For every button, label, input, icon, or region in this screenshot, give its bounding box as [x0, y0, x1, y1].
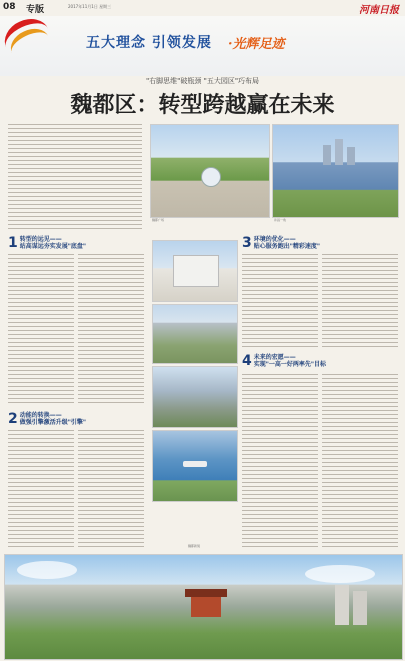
subtitle: "右脚思维"破瓶颈 "五大园区"巧布局 — [145, 77, 260, 85]
headline: 魏都区：转型跨越赢在未来 — [70, 92, 335, 118]
section-2-number: 2 — [8, 411, 18, 427]
section-3-text-a — [242, 254, 318, 350]
section-3-line1: 环境的优化—— — [253, 236, 296, 243]
banner-slogan: ·光辉足迹 — [228, 37, 285, 52]
section-1-text-b — [78, 254, 144, 404]
town-photo — [152, 366, 238, 428]
section-3-text-b — [322, 254, 398, 350]
section-3-number: 3 — [242, 235, 252, 251]
section-4-line1: 未来的宏愿—— — [253, 354, 296, 361]
section-1-line2: 站高谋远夯实发展"底盘" — [19, 243, 87, 250]
section-2-text-b — [78, 430, 144, 550]
section-4-number: 4 — [242, 353, 252, 369]
banner-theme: 五大理念 引领发展 — [86, 35, 212, 51]
section-1-text-a — [8, 254, 74, 404]
section-4-text-a — [242, 374, 318, 550]
river-photo — [152, 430, 238, 502]
section-3-line2: 贴心服务跑出"精彩速度" — [253, 243, 321, 250]
section-2-line1: 动能的转换—— — [19, 412, 62, 419]
skyline-photo — [272, 124, 399, 218]
section-4-text-b — [322, 374, 398, 550]
fountain-caption: 魏都广场 — [152, 218, 165, 222]
intro-text — [8, 124, 142, 232]
building-photo — [152, 240, 238, 302]
section-3-title — [242, 236, 398, 250]
publish-date: 2017年11月1日 星期三 — [68, 4, 112, 9]
campus-photo — [152, 304, 238, 364]
section-1-line1: 转型的远见—— — [19, 236, 62, 243]
section-1-number: 1 — [8, 235, 18, 251]
river-caption: 魏都新貌 — [188, 544, 201, 548]
section-1-title — [8, 236, 148, 250]
section-4-title — [242, 354, 398, 368]
page-header — [0, 0, 405, 17]
section-2-line2: 做强引擎激活升级"引擎" — [19, 419, 87, 426]
section-name: 专版 — [26, 5, 45, 15]
fountain-photo — [150, 124, 270, 218]
skyline-caption: 许昌一角 — [274, 218, 287, 222]
section-2-title — [8, 412, 148, 426]
section-4-line2: 实现"一高一好两率先"目标 — [253, 361, 327, 368]
city-panorama-photo — [4, 554, 403, 660]
section-2-text-a — [8, 430, 74, 550]
masthead-logo: 河南日报 — [359, 5, 399, 16]
page-number: 08 — [3, 2, 16, 12]
